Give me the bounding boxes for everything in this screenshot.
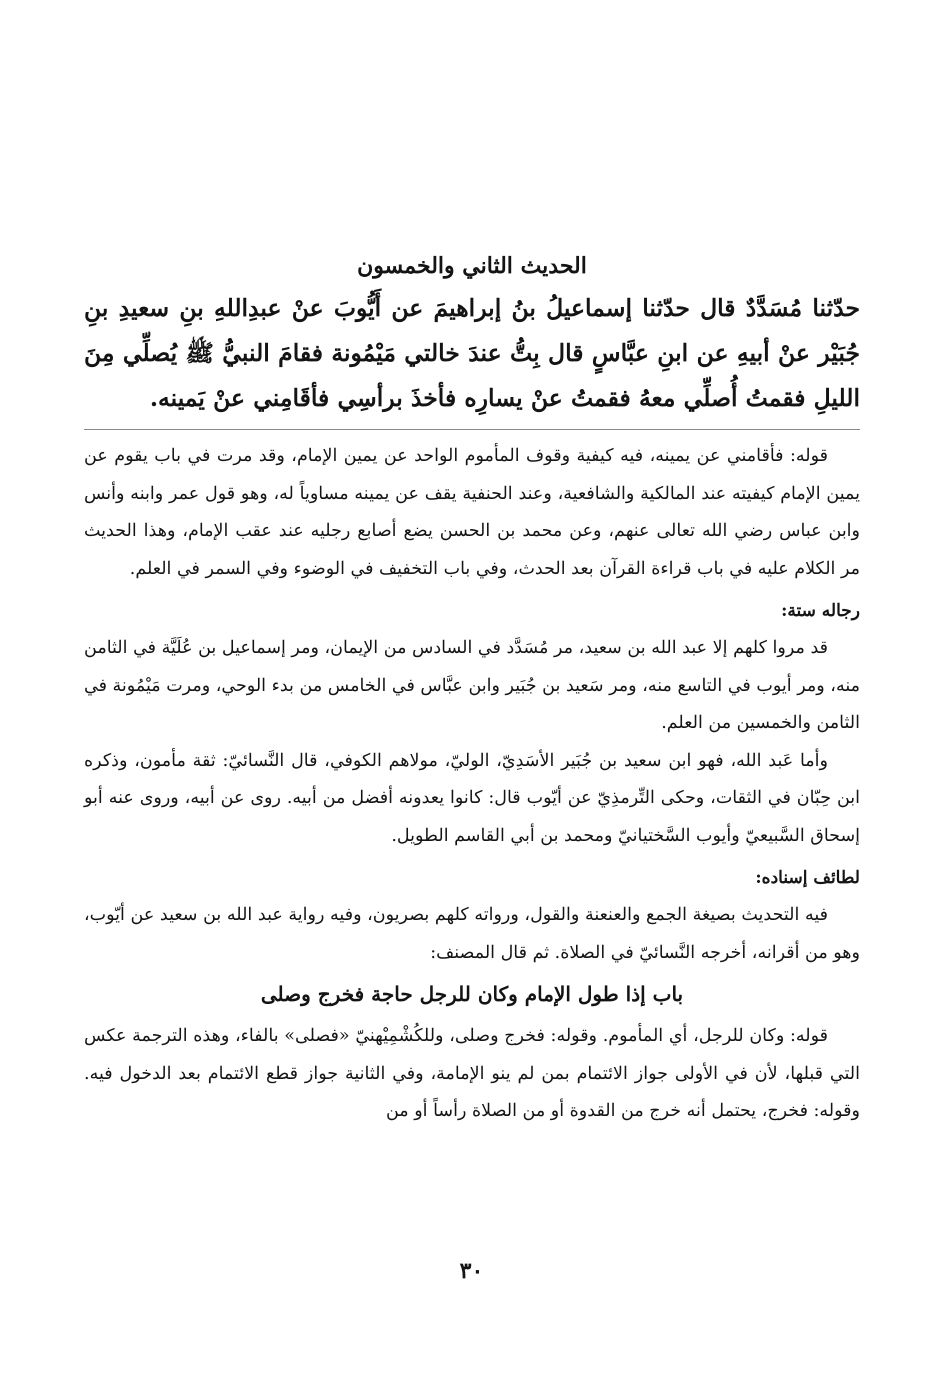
subtleties-paragraph: فيه التحديث بصيغة الجمع والعنعنة والقول، ورواته كلهم بصريون، وفيه رواية عبد الله بن سعيد عن أيّوب، وهو من أقرانه، أخرجه النَّسائيّ في الصلاة. ثم قال المصنف: (84, 905, 860, 963)
section-heading: الحديث الثاني والخمسون (357, 253, 587, 279)
narrators-paragraph-2: وأما عَبد الله، فهو ابن سعيد بن جُبَير الأسَدِيّ، الوليّ، مولاهم الكوفي، قال النَّسائيّ: ثقة مأمون، وذكره ابن حِبّان في الثقات، وحكى التِّرمذِيّ عن أيّوب قال: كانوا يعدونه أفضل من أبيه. روى عن أبيه، وروى عنه أبو إسحاق السَّبيعيّ وأيوب السَّختيانيّ ومحمد بن أبي القاسم الطويل. (84, 750, 860, 846)
narrators-paragraph-1: قد مروا كلهم إلا عبد الله بن سعيد، مر مُسَدَّد في السادس من الإيمان، ومر إسماعيل بن عُلَيَّة في الثامن منه، ومر أيوب في التاسع منه، ومر سَعيد بن جُبَير وابن عبَّاس في الخامس من بدء الوحي، ومرت مَيْمُونة في الثامن والخمسين من العلم. (84, 638, 860, 733)
page-body (84, 246, 860, 1131)
page-number: ٣٠ (459, 1258, 484, 1284)
commentary-paragraph-2: قوله: وكان للرجل، أي المأموم. وقوله: فخرج وصلى، وللكُشْمِيْهنيّ «فصلى» بالفاء، وهذه الترجمة عكس التي قبلها، لأن في الأولى جواز الائتمام بمن لم ينو الإمامة، وفي الثانية جواز قطع الائتمام بعد الدخول فيه. وقوله: فخرج، يحتمل أنه خرج من القدوة أو من الصلاة رأساً أو من (84, 1026, 860, 1121)
narrators-heading: رجاله ستة: (781, 601, 860, 621)
subtleties-heading: لطائف إسناده: (755, 868, 860, 888)
divider (84, 429, 860, 430)
chapter-title: باب إذا طول الإمام وكان للرجل حاجة فخرج وصلى (260, 982, 684, 1006)
commentary-paragraph-1: قوله: فأقامني عن يمينه، فيه كيفية وقوف المأموم الواحد عن يمين الإمام، وقد مرت في باب يقوم عن يمين الإمام كيفيته عند المالكية والشافعية، وعند الحنفية يقف عن يمينه مساوياً له، وهو قول عمر وابنه وأنس وابن عباس رضي الله تعالى عنهم، وعن محمد بن الحسن يضع أصابع رجليه عند عقب الإمام، وهذا الحديث مر الكلام عليه في باب قراءة القرآن بعد الحدث، وفي باب التخفيف في الوضوء وفي السمر في العلم. (84, 446, 860, 579)
hadith-text: حدّثنا مُسَدَّدٌ قال حدّثنا إسماعيلُ بنُ إبراهيمَ عن أَيُّوبَ عنْ عبدِاللهِ بنِ سعيدِ بنِ جُبَيْر عنْ أبيهِ عن ابنِ عبَّاسٍ قال بِتُّ عندَ خالتي مَيْمُونة فقامَ النبيُّ ﷺ يُصلِّي مِنَ الليلِ فقمتُ أُصلِّي معهُ فقمتُ عنْ يسارِه فأخذَ برأسِي فأقَامِني عنْ يَمينه. (84, 294, 860, 412)
